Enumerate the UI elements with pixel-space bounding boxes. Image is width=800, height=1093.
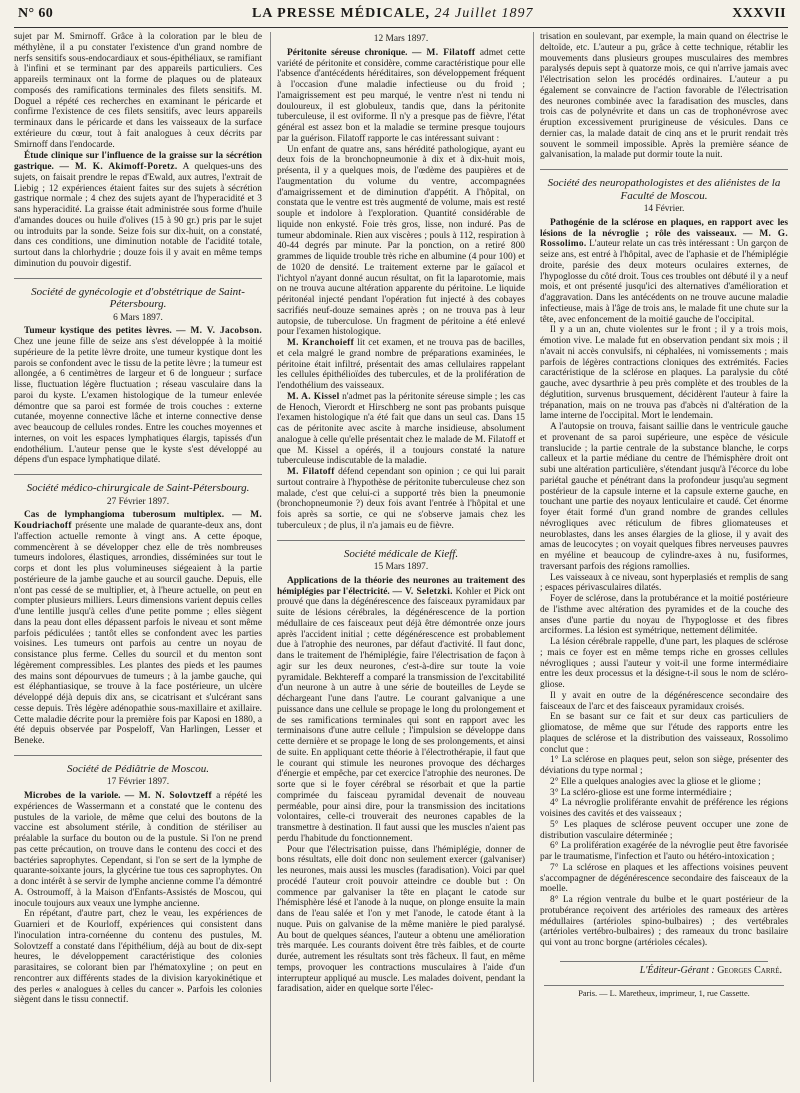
printer-imprint: Paris. — L. Maretheux, imprimeur, 1, rue Cassette. — [544, 985, 784, 1000]
article-title: Pathogénie de la sclérose en plaques, en rapport avec les lésions de la névroglie ; rôle des vaisseaux. — [540, 217, 788, 239]
paragraph: A l'autopsie on trouva, faisant saillie dans le ventricule gauche et provenant de sa paroi supérieure, une espèce de vésicule translucide ; la partie centrale de la substance blanche, le corps calleux et la partie médiane du centre de l'hémisphère droit ont subi une altération particulière, s'étendant jusqu'à l'écorce du lobe pariétal gauche et pénétrant dans la profondeur jusqu'au segment postérieur de la capsule interne et la capsule externe gauche, en touchant une partie des noyaux lenticulaire et caudé. Cet énorme foyer était formé d'un grand nombre de grandes cellules névrogliques avec réticulum de fibres gliomateuses et neuroblastes, dans les anses élargies de la gliose, il y avait des amas de leucocytes ; on voyait quelques fibres nerveuses pauvres en myéline et beaucoup de cylindre-axes à nu, fusiformes, traversant parfois des régions ramollies. — [540, 422, 788, 572]
paragraph: La lésion cérébrale rappelle, d'une part, les plaques de sclérose ; mais ce foyer est en même temps riche en grosses cellules névrogliques ; aussi l'auteur y voit-il une forme intermédiaire entre les deux processus et la désigne-t-il sous le nom de scléro-gliose. — [540, 637, 788, 690]
article-author: M. Kranchoieff — [287, 338, 355, 348]
list-item: 1° La sclérose en plaques peut, selon son siège, présenter des déviations du type normal ; — [540, 755, 788, 776]
session-date: 12 Mars 1897. — [373, 34, 429, 44]
article-text: a répété les expériences de Wassermann et a constaté que le contenu des pustules de la variole, de même que celui des boutons de la vaccine est absolument stérile, à condition de stériliser au préalable la surface du bouton ou de la pustule. Si l'on ne prend pas cette précaution, on trouve dans le contenu des cocci et des bactéries saprophytes. Cependant, si l'on se sert de la lymphe de quarante-soixante jours, la glycérine tue tous ces saprophytes. On a donc intérêt à se servir de lymphe ancienne comme l'a démontré A. Ostroumoff, à la Maison d'Enfants-Assistés de Moscou, qui inocule toujours aux veaux une lymphe ancienne. — [14, 791, 262, 909]
article — [14, 791, 262, 1006]
article-title: Étude clinique sur l'influence de la graisse sur la sécrétion gastrique. — [14, 151, 262, 172]
paragraph: Il y a un an, chute violentes sur le front ; il y a trois mois, émotion vive. Le malade fut en observation pendant six mois ; il n'avait ni accès convulsifs, ni céphalées, ni vomissements ; mais parfois de légères contractions cloniques des extrémités. Facies caractéristique de la sclérose en plaques. La paralysie du côté gauche, avec dysarthrie à peu près complète et des troubles de la déglutition, survenus brusquement, décidèrent l'auteur à faire la trépanation, mais on ne trouva pas d'abcès ni d'altération de la lame interne de l'occipital. Mort le lendemain. — [540, 325, 788, 422]
paragraph: trisation en soulevant, par exemple, la main quand on électrise le deltoïde, etc. L'auteur a pu, grâce à cette technique, rétablir les mouvements dans plusieurs groupes musculaires des membres paralysés depuis sept à quatorze mois, ce qui n'arrive jamais avec l'électrisation selon les procédés ordinaires. L'auteur a pu également se convaincre de l'action favorable de l'électrisation des neurones combinée avec la faradisation des muscles, dans trois cas de polynévrite et dans un cas de trophonévrose avec éruption excessivement prurigineuse de vésicules. Dans ce dernier cas, la malade datait de cinq ans et le prurit rendait très souvent le sommeil impossible. Après la première séance de galvanisation, la malade put dormir toute la nuit. — [540, 32, 788, 161]
paragraph: Les vaisseaux à ce niveau, sont hyperplasiés et remplis de sang ; espaces périvasculaires dilatés. — [540, 572, 788, 594]
list-item: 4° La névroglie proliférante envahit de préférence les régions voisines des cavités et des vaisseaux ; — [540, 798, 788, 819]
article-author: — M. V. Jacobson. — [176, 326, 262, 337]
article-text: n'admet pas la péritonite séreuse simple ; les cas de Henoch, Vierordt et Hirschberg ne sont pas probants puisque l'examen histologique n'a été fait que dans un seul cas. Dans 15 cas de péritonite avec ascite à marche insidieuse, absolument analogue à celle qu'elle présentait chez le malade de M. Filatoff et que M. Kissel a opérés, il a toujours constaté la nature tuberculeuse indiscutable de la maladie. — [277, 391, 525, 467]
section-divider — [540, 169, 788, 170]
list-item: 8° La région ventrale du bulbe et le quart postérieur de la protubérance reçoivent des artérioles des rameaux des artères médullaires (artérioles spino-bulbaires) ; des vertébrales (artérioles vertébro-bulbaires) ; des rameaux du tronc basilaire qui vont au tronc borgne (artérioles cécales). — [540, 895, 788, 948]
list-item: 2° Elle a quelques analogies avec la gliose et le gliome ; — [550, 776, 761, 787]
page-number: N° 60 — [18, 6, 54, 21]
article-text: admet cette variété de péritonite et considère, comme caractéristique pour elle l'absence d'antécédents héréditaires, son développement fréquent à l'occasion d'une maladie infectieuse ou du froid ; l'amaigrissement est peu marqué, le ventre n'est ni tendu ni douloureux, il est globuleux, tandis que, dans la péritonite tuberculeuse, il est oviforme. Il n'y a presque pas de fièvre, l'état général est assez bon et la maladie se termine presque toujours par la guérison. Filatoff rapporte le cas intéressant suivant : — [277, 47, 525, 144]
article — [540, 218, 788, 949]
article-author: — M. G. Rossolimo. — [540, 228, 788, 250]
article-author: M. A. Kissel — [287, 391, 340, 402]
article — [277, 576, 525, 995]
article-author: — M. Filatoff — [412, 47, 476, 58]
section-divider — [14, 278, 262, 279]
paragraph: En se basant sur ce fait et sur deux cas particuliers de gliomatose, de même que sur l'étude des rapports entre les plaques de sclérose et la distribution des vaisseaux, Rossolimo conclut que : — [540, 712, 788, 755]
article — [14, 326, 262, 466]
society-title: Société des neuropathologistes et des aliénistes de la Faculté de Moscou. — [547, 177, 781, 202]
article-author: — M. K. Akimoff-Poretz. — [59, 162, 178, 172]
society-title: Société de gynécologie et d'obstétrique de Saint-Pétersbourg. — [31, 285, 245, 310]
article-text: A quelques-uns des sujets, on faisait prendre le repas d'Ewald, aux autres, l'extrait de Liebig ; 12 expériences étaient faites sur des sujets à sécrétion gastrique normale ; 4 chez des sujets ayant de l'hyperacidité et 3 sans hyperacidité. La graisse était administrée sous forme d'huile d'amandes douces ou huile d'olives (15 à 90 gr.) pris par le sujet ou introduits par la sonde. Seize fois sur dix-huit, on a constaté, dans ces conditions, une diminution notable de l'acidité totale, surtout dans la chlorhydrie ; douze fois il y avait en même temps diminution du pouvoir digestif. — [14, 162, 262, 269]
article-title: Péritonite séreuse chronique. — [287, 47, 408, 58]
journal-name: LA PRESSE MÉDICALE, — [251, 6, 431, 21]
article — [14, 151, 262, 269]
paragraph: Foyer de sclérose, dans la protubérance et la moitié postérieure de l'isthme avec altération des pyramides et de la couche des anses d'une partie du noyau de l'hypoglosse et des fibres arciformes. La lésion est symétrique, nettement délimitée. — [540, 594, 788, 637]
paragraph: Il y avait en outre de la dégénérescence secondaire des faisceaux de l'arc et des faisceaux pyramidaux croisés. — [540, 690, 788, 712]
list-item: 5° Les plaques de sclérose peuvent occuper une zone de distribution vasculaire déterminée ; — [540, 819, 788, 841]
article-text: Chez une jeune fille de seize ans s'est développée à la moitié supérieure de la petite lèvre droite, une tumeur kystique dont les parois se confondent avec le tissu de la petite lèvre ; la tumeur est allongée, a 6 centimètres de largeur et 6 de longueur ; surface lisse, fluctuation légère fluctuation ; réseau vasculaire dans la paroi du kyste. L'examen histologique de la tumeur enlevée démontre que sa paroi est formée de trois couches : externe cutanée, moyenne connective lâche et interne connective dense avec beaucoup de cellules rondes. Entre les couches moyennes et internes, on voit les espaces lymphatiques élargis, tapissés d'un endothélium. L'auteur pense que le kyste s'est développé au dépens d'un espace lymphatique dilaté. — [14, 337, 262, 466]
page-header — [14, 6, 788, 28]
article-text: lit cet examen, et ne trouva pas de bacilles, et cela malgré le grand nombre de préparations examinées, le péritoine était infiltré, présentait des amas cellulaires rappelant les cellules épithélioïdes des tubercules, et de la prolifération de l'endothélium des vaisseaux. — [277, 338, 525, 391]
article-title: Cas de lymphangioma tuberosum multiplex. — [24, 510, 225, 521]
paragraph: sujet par M. Smirnoff. Grâce à la coloration par le bleu de méthylène, il a pu constater l'existence d'un grand nombre de nerfs sensitifs sous-endocardiaux et sous-épithéliaux, se ramifiant à l'infini et se terminant par des appareils particuliers. Ces appareils terminaux ont la forme de plaques ou de plateaux composés des ramifications terminales des filets sensitifs. M. Doguel a répété ces recherches en examinant le péricarde et confirme l'existence de ces filets sensitifs, avec leurs appareils terminaux dans le péricarde et dans les vaisseaux de la surface extérieure du cœur, tout à fait analogues à ceux décrits par Smirnoff dans l'endocarde. — [14, 32, 262, 150]
article — [14, 510, 262, 747]
session-date: 27 Février 1897. — [106, 496, 170, 507]
society-title: Société médicale de Kieff. — [343, 547, 459, 560]
paragraph: Pour que l'électrisation puisse, dans l'hémiplégie, donner de bons résultats, elle doit donc non seulement exercer (galvaniser) les neurones, mais aussi les muscles (faradisation). Voici par quel procédé l'auteur croit pouvoir atteindre ce double but : On commence par galvaniser la tête en plaçant le catode sur l'hémisphère lésé et l'anode à la nuque, on plonge ensuite la main dans de l'eau salée et l'on y met l'anode, le catode étant à la nuque. Puis on galvanise de la même manière le pied paralysé. Au bout de quelques séances, l'auteur a obtenu une amélioration très marquée. Les courants doivent être très faibles, et de courte durée, autrement les résultats sont très fâcheux. Il faut, en même temps, provoquer les contractions musculaires à l'aide d'un interrupteur appliqué au muscle. Les malades doivent, pendant la faradisation, aider en quelque sorte l'élec- — [277, 844, 525, 995]
page-roman-numeral: XXXVII — [732, 6, 786, 21]
section-divider — [14, 755, 262, 756]
session-date: 14 Février. — [643, 204, 685, 214]
article-title: Applications de la théorie des neurones au traitement des hémiplégies par l'électricité. — [277, 575, 525, 597]
session-date: 15 Mars 1897. — [373, 562, 429, 572]
editor-name: Georges Carré. — [717, 964, 782, 976]
conclusion-list — [540, 755, 788, 949]
editor-credit — [540, 966, 782, 977]
article-author: — M. Koudriachoff — [14, 510, 262, 531]
journal-title — [252, 6, 534, 22]
list-item: 3° La scléro-gliose est une forme intermédiaire ; — [550, 787, 732, 798]
article-text: présente une malade de quarante-deux ans, dont l'affection actuelle remonte à vingt ans. A cette époque, commencèrent à se développer chez elle de très nombreuses tumeurs indolores, élastiques, arrondies, disséminées sur tout le corps et dont les plus volumineuses siégeaient à la partie postérieure de la jambe gauche et au sourcil gauche. Depuis, elle n'ont pas cessé de se multiplier, et, à l'heure actuelle, on peut en compter plusieurs milliers. Leurs dimensions varient depuis celles d'une lentille jusqu'à celles d'une petite pomme ; elles siègent dans la peau dont elles dépassent parfois le niveau et sont même parfois pédiculées ; tantôt elles se confondent avec les parties voisines. Les tumeurs ont parfois au centre un noyau de consistance plus ferme. Celles du sourcil et du menton sont légèrement compressibles. Les plantes des pieds et les paumes des mains sont dépourvues de tumeurs ; à la jambe gauche, qui est éléphantiasique, se trouve à la face postérieure, un ulcère développé déjà depuis dix ans, se cicatrisant et s'ulcérant sans cesse depuis. Très légère adénopathie sous-maxillaire et axillaire. Cette maladie décrite pour la première fois par Kaposi en 1880, a été depuis observée par Pospeloff, Van Harlingen, Lesser et Beneke. — [14, 521, 262, 746]
paragraph: Un enfant de quatre ans, sans hérédité pathologique, ayant eu deux fois de la bronchopneumonie à dix et à dix-huit mois, présenta, il y a quelques mois, de l'œdème des paupières et de l'augmentation du volume du ventre, accompagnées d'amaigrissement et de diminution d'appétit. A l'hôpital, on constata que le ventre est très augmenté de volume, mais est resté souple et indolore à l'exploration. Quantité considérable de liquide non enkysté. Foie très gros, lisse, non induré. Pas de tumeur abdominale. Rien aux viscères ; pouls à 112, respiration à 40-44 degrés par minute. Par la ponction, on a retiré 800 grammes de liquide trouble très riche en albumine (4 pour 100) et de 1020 de densité. Le traitement externe par le gaïacol et l'ichtyol n'ayant donné aucun résultat, on fit la laparotomie, mais on ne trouva aucune altération apparente du péritoine. Le liquide péritonéal injecté pendant l'opération fut injecté à des cobayes sacrifiés neuf-douze semaines après ; on ne trouva pas à leur autopsie, de tuberculose. Un fragment de péritoine a été enlevé pour l'examen histologique. — [277, 144, 525, 338]
article-title: Tumeur kystique des petites lèvres. — [24, 326, 172, 337]
list-item: 6° La prolifération exagérée de la névroglie peut être favorisée par le traumatisme, l'infection et l'auto ou hétéro-intoxication ; — [540, 841, 788, 862]
journal-page — [14, 6, 788, 1086]
section-divider — [14, 474, 262, 475]
society-title: Société médico-chirurgicale de Saint-Pétersbourg. — [26, 482, 250, 494]
article-author: M. Filatoff — [287, 467, 335, 477]
article-text: Kohler et Pick ont prouvé que dans la dégénérescence des faisceaux pyramidaux par suite de lésions cérébrales, la dégénérescence de la portion médullaire de ces faisceaux peut déjà être démontrée onze jours après l'accident initial ; cette dégénérescence est probablement due à l'atrophie des neurones, par défaut d'activité. Il faut donc, dans le traitement de l'hémiplégie, faire l'électrisation de façon à agir sur les deux neurones, c'est-à-dire sur toute la voie pyramidale. Bekhtereff a comparé la transmission de l'excitabilité d'un neurone à un autre à une série de bouteilles de Leyde se déchargeant l'une dans l'autre. Le courant galvanique a une puissance dans une cellule se propage le long du prolongement et de ses ramifications terminales qui sont en rapport avec les terminaisons d'une autre cellule ; l'impulsion se développe dans cette dernière et se propage le long de ses prolongements, et ainsi de suite. En appliquant cette théorie à l'électrothérapie, il faut que le courant qui stimule les neurones provoque des décharges d'énergie et empêche, par cet exercice l'atrophie des neurones. De sorte que si le foyer cérébral se résorbait et que la partie comprimée du faisceau pyramidal devenait de nouveau perméable, pour ainsi dire, pour la transmission des incitations volontaires, celle-ci trouverait des neurones capables de la transmettre à destination. Il faut aussi que les muscles n'aient pas perdu l'habitude du fonctionnement. — [277, 586, 525, 844]
article — [277, 48, 525, 532]
column-middle — [270, 32, 525, 1082]
section-divider — [560, 961, 768, 962]
session-date: 6 Mars 1897. — [113, 312, 163, 323]
list-item: 7° La sclérose en plaques et les affections voisines peuvent s'accompagner de dégénérescence secondaire des faisceaux de la moelle. — [540, 862, 788, 895]
paragraph: En répétant, d'autre part, chez le veau, les expériences de Guarnieri et de Kourloff, expériences qui consistent dans l'inoculation intra-cornéenne du contenu des pustules, M. Solovtzeff a constaté dans l'épithélium, déjà au bout de dix-sept heures, le développement caractéristique des colonies parasitaires, se colorant bien par l'hématoxyline ; on peut en rencontrer aux différents stades de la division karyokinétique et des perles « analogues à celles du cancer ». Parfois les colonies siègent dans le tissu connectif. — [14, 909, 262, 1006]
column-right — [533, 32, 788, 1082]
issue-date: 24 Juillet 1897 — [434, 6, 534, 21]
article-author: — V. Seletzki. — [392, 586, 453, 597]
column-left — [14, 32, 262, 1082]
society-title: Société de Pédiâtrie de Moscou. — [66, 762, 210, 775]
section-divider — [277, 540, 525, 541]
article-author: — M. N. Solovtzeff — [124, 791, 212, 801]
article-text: L'auteur relate un cas très intéressant : Un garçon de seize ans, est entré à l'hôpital, avec de l'aphasie et de l'hémiplégie droite, parésie des deux moteurs oculaires externes, de l'hypoglosse du côté droit. Tous ces troubles ont débuté il y a neuf mois, et ont présenté jusqu'ici des alternatives d'amélioration et d'aggravation. Dans les antécédents on ne trouve aucune maladie infectieuse, mais à l'âge de trois ans, le malade fit une chute sur la tête, avec enfoncement de la moitié gauche de l'occipital. — [540, 239, 788, 325]
article-text: défend cependant son opinion ; ce qui lui parait surtout contraire à l'hypothèse de péritonite tuberculeuse chez son malade, c'est que celui-ci a supporté très bien la pneumonie (bronchopneumonie ?) deux fois avant l'entrée à l'hôpital et une fois après sa sortie, ce qui ne s'observe jamais chez les tuberculeux ; de plus, il n'a jamais eu de fièvre. — [277, 467, 525, 531]
session-date: 17 Février 1897. — [106, 777, 170, 788]
editor-label: L'Éditeur-Gérant : — [639, 964, 715, 976]
article-title: Microbes de la variole. — [24, 791, 121, 801]
text-columns — [14, 32, 788, 1082]
